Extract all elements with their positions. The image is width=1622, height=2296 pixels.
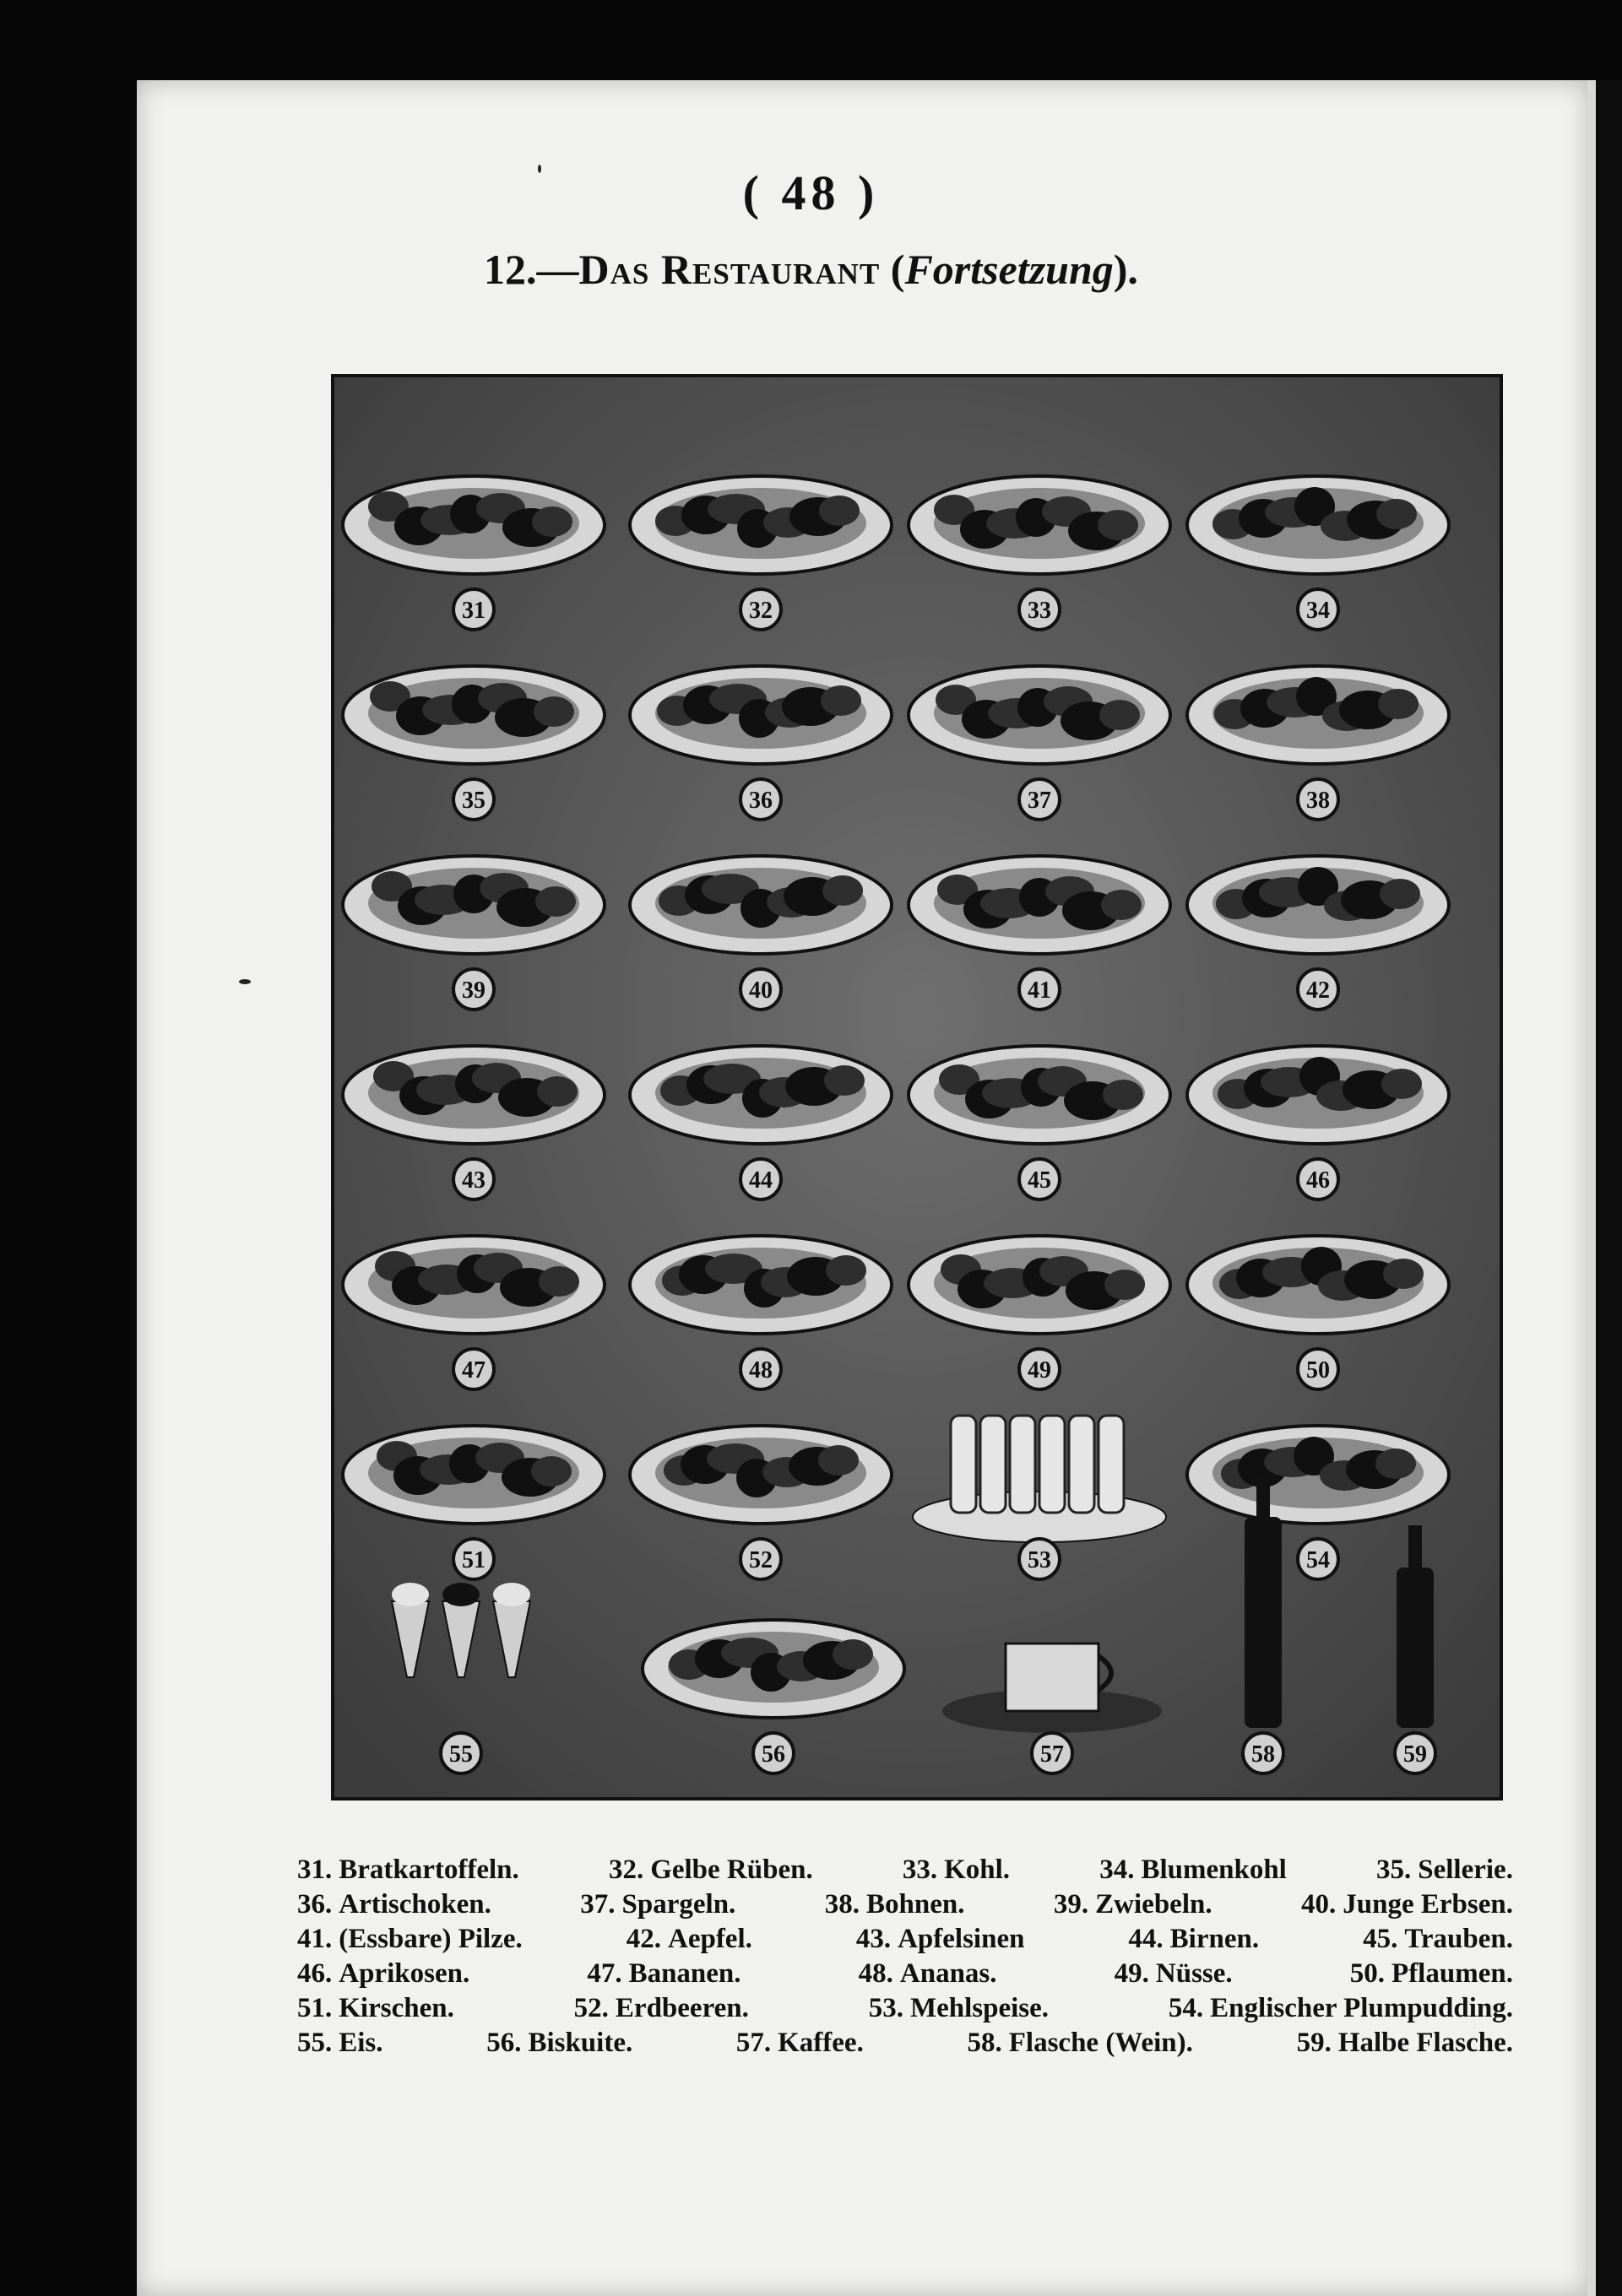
legend-item-label: Pflaumen. [1391,1958,1513,1989]
page-title [0,245,1622,294]
legend-item-label: Junge Erbsen. [1343,1889,1513,1920]
legend-item [1099,1853,1287,1887]
food-piece [1098,510,1138,540]
food-piece [532,506,572,537]
dish-43 [343,1046,605,1144]
legend-row [297,1957,1513,1991]
title-main: Das Restaurant [578,246,881,293]
legend-item-label: Apfelsinen [898,1924,1025,1954]
food-piece [1104,1270,1145,1300]
dish-32 [630,476,892,574]
legend-item-label: Trauben. [1404,1924,1513,1954]
legend-item-number: 45. [1363,1924,1398,1954]
dish-51 [343,1426,605,1524]
legend-item [297,2026,383,2060]
legend-item-number: 55. [297,2028,333,2058]
item-number-label: 36 [749,788,773,814]
legend-item-label: Artischoken. [339,1889,491,1920]
legend-item [580,1887,735,1922]
legend-item [1169,1991,1513,2026]
title-italic: Fortsetzung [904,246,1114,293]
dish-50 [1187,1236,1449,1334]
legend-item-label: Nüsse. [1155,1958,1233,1989]
food-piece [1380,879,1420,909]
legend-item [968,2026,1193,2060]
legend-item-label: Birnen. [1169,1924,1260,1954]
legend-item [869,1991,1049,2026]
dish-35 [343,666,605,764]
legend-item-number: 53. [868,1993,903,2023]
pudding-segment [951,1416,976,1513]
legend-item-label: Zwiebeln. [1095,1889,1212,1920]
legend-row [297,1887,1513,1922]
food-piece [826,1255,866,1286]
item-number-label: 33 [1028,598,1051,624]
legend-item [574,1991,749,2026]
item-number-label: 46 [1306,1167,1330,1194]
legend-item-label: Mehlspeise. [909,1993,1050,2023]
legend-item-number: 52. [573,1993,609,2023]
food-piece [1101,890,1142,920]
legend-item-label: Kirschen. [339,1993,454,2023]
legend-item [825,1887,965,1922]
legend-item-number: 37. [580,1889,616,1920]
legend-item [587,1957,740,1991]
legend-item-label: Aprikosen. [339,1958,470,1989]
legend-item-number: 40. [1301,1889,1337,1920]
item-number-label: 52 [749,1547,773,1573]
item-number-label: 48 [749,1357,773,1384]
ice-scoop [442,1583,480,1606]
food-piece [1103,1080,1143,1110]
page-number: ( 48 ) [742,165,880,220]
legend-item-label: Biskuite. [528,2028,633,2058]
dish-54 [1187,1426,1449,1524]
legend-item-number: 51. [297,1993,333,2023]
legend-item-label: Halbe Flasche. [1337,2028,1513,2058]
legend-item-label: Kaffee. [778,2028,864,2058]
legend-item [609,1853,813,1887]
legend-item-number: 39. [1053,1889,1089,1920]
dish-46 [1187,1046,1449,1144]
food-piece [1099,700,1140,730]
food-piece [821,685,861,716]
legend-item [297,1853,519,1887]
bottle-neck [1408,1525,1422,1572]
item-number-label: 53 [1028,1547,1051,1573]
dish-49 [909,1236,1170,1334]
legend-item-number: 35. [1376,1855,1412,1885]
ice-scoop [493,1583,530,1606]
legend-item-label: Bananen. [628,1958,741,1989]
item-number-label: 41 [1028,977,1051,1004]
food-piece [1378,689,1419,719]
legend-item-number: 59. [1296,2028,1332,2058]
ice-scoop [392,1583,429,1606]
legend-row [297,1991,1513,2026]
legend-item [856,1922,1025,1957]
legend-item [736,2026,864,2060]
bottle-body [1397,1568,1434,1728]
legend-item-number: 41. [297,1924,333,1954]
item-number-label: 31 [462,598,486,624]
legend-item-number: 34. [1099,1855,1135,1885]
legend-item-number: 42. [626,1924,661,1954]
item-number-label: 45 [1028,1167,1051,1194]
item-number-label: 51 [462,1547,486,1573]
dish-38 [1187,666,1449,764]
legend [297,1853,1513,2060]
legend-item [859,1957,997,1991]
item-number-label: 50 [1306,1357,1330,1384]
title-paren-open: ( [880,246,905,293]
pudding-segment [1010,1416,1035,1513]
food-piece [824,1065,865,1096]
legend-item [297,1922,523,1957]
dish-34 [1187,476,1449,574]
item-number-label: 47 [462,1357,486,1384]
pudding-segment [1039,1416,1065,1513]
item-number-label: 49 [1028,1357,1051,1384]
legend-item-number: 36. [297,1889,333,1920]
legend-item [297,1957,469,1991]
legend-item [486,2026,632,2060]
dish-44 [630,1046,892,1144]
facing-page-edge-strip [1587,80,1596,2296]
dish-31 [343,476,605,574]
legend-item-label: Kohl. [944,1855,1011,1885]
legend-item-label: Aepfel. [667,1924,752,1954]
item-number-label: 42 [1306,977,1330,1004]
dish-42 [1187,856,1449,954]
legend-item-number: 54. [1168,1993,1204,2023]
dish-52 [630,1426,892,1524]
item-number-label: 39 [462,977,486,1004]
legend-item-label: Blumenkohl [1141,1855,1287,1885]
legend-item [627,1922,752,1957]
item-number-label: 38 [1306,788,1330,814]
legend-item-number: 31. [297,1855,333,1885]
legend-item-number: 33. [902,1855,938,1885]
legend-item-number: 50. [1349,1958,1386,1989]
food-piece [1376,499,1417,529]
legend-item-label: (Essbare) Pilze. [339,1924,523,1954]
food-piece [819,495,860,526]
legend-row [297,1853,1513,1887]
legend-item [297,1991,454,2026]
pudding-segment [1099,1416,1124,1513]
dish-47 [343,1236,605,1334]
legend-row [297,2026,1513,2060]
legend-item-number: 32. [608,1855,644,1885]
legend-item [1376,1853,1513,1887]
item-number-label: 40 [749,977,773,1004]
item-number-label: 43 [462,1167,486,1194]
legend-item-label: Englischer Plumpudding. [1210,1993,1513,2023]
legend-item-label: Bratkartoffeln. [339,1855,519,1885]
legend-item-number: 56. [486,2028,522,2058]
pudding-segment [980,1416,1006,1513]
legend-row [297,1922,1513,1957]
dish-48 [630,1236,892,1334]
legend-item [1054,1887,1212,1922]
food-piece [1383,1259,1424,1289]
legend-item-label: Sellerie. [1418,1855,1513,1885]
legend-item [903,1853,1010,1887]
legend-item-label: Eis. [339,2028,383,2058]
food-piece [531,1456,572,1486]
dish-39 [343,856,605,954]
legend-item [1363,1922,1513,1957]
legend-item-label: Bohnen. [866,1889,965,1920]
food-piece [539,1266,579,1297]
ink-speck [239,979,251,984]
food-illustration [334,377,1500,1797]
legend-item-number: 38. [824,1889,860,1920]
food-piece [537,1076,578,1107]
dish-41 [909,856,1170,954]
item-number-label: 58 [1251,1741,1275,1768]
item-number-label: 57 [1040,1741,1064,1768]
coffee-cup [1006,1643,1099,1711]
food-piece [1375,1449,1416,1479]
legend-item-label: Erdbeeren. [615,1993,749,2023]
legend-item-label: Ananas. [899,1958,997,1989]
food-piece [822,875,863,906]
legend-item-number: 47. [587,1958,622,1989]
item-number-label: 54 [1306,1547,1330,1573]
title-paren-close: ). [1113,246,1138,293]
legend-item [1301,1887,1513,1922]
legend-item-number: 48. [858,1958,893,1989]
item-number-label: 56 [762,1741,785,1768]
item-number-label: 59 [1403,1741,1427,1768]
dish-40 [630,856,892,954]
food-piece [818,1445,859,1476]
bottle-neck [1256,1475,1270,1521]
food-piece [1381,1069,1422,1099]
facing-page-edge [1587,80,1622,2296]
legend-item [297,1887,491,1922]
legend-item-number: 49. [1114,1958,1149,1989]
item-number-label: 37 [1028,788,1051,814]
item-number-label: 34 [1306,598,1330,624]
dish-37 [909,666,1170,764]
legend-item-number: 57. [735,2028,772,2058]
food-piece [535,886,576,917]
legend-item [1128,1922,1259,1957]
bottle-body [1245,1517,1282,1728]
legend-item-label: Flasche (Wein). [1008,2028,1193,2058]
legend-item-number: 46. [297,1958,333,1989]
legend-item-label: Gelbe Rüben. [650,1855,813,1885]
legend-item [1115,1957,1233,1991]
title-number: 12.— [484,246,579,293]
legend-item-number: 58. [967,2028,1002,2058]
pudding-segment [1069,1416,1094,1513]
legend-item-number: 43. [855,1924,892,1954]
item-number-label: 44 [749,1167,773,1194]
legend-item [1297,2026,1513,2060]
item-number-label: 55 [449,1741,473,1768]
illustration-plate [331,374,1503,1801]
food-piece [833,1639,873,1670]
food-piece [534,696,574,727]
item-number-label: 32 [749,598,773,624]
item-number-label: 35 [462,788,486,814]
legend-item-label: Spargeln. [621,1889,736,1920]
dish-36 [630,666,892,764]
legend-item-number: 44. [1128,1924,1164,1954]
dish-33 [909,476,1170,574]
legend-item [1350,1957,1513,1991]
dish-56 [643,1620,904,1718]
dish-45 [909,1046,1170,1144]
